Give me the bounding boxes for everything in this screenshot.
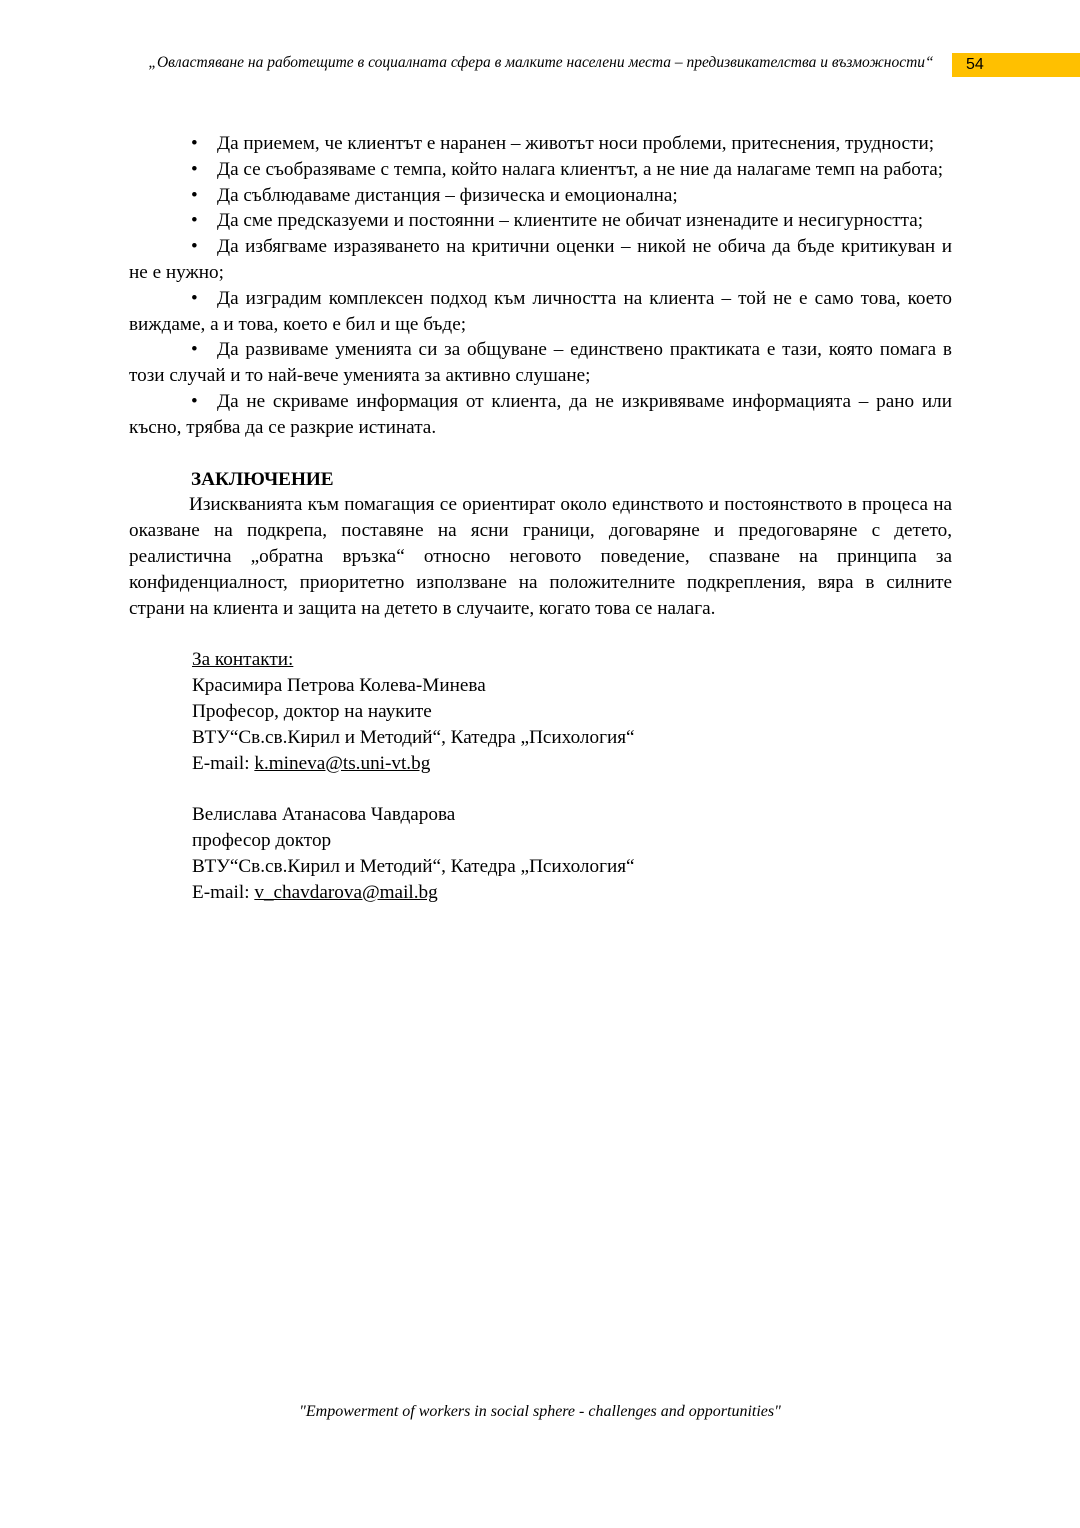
contact-name: Велислава Атанасова Чавдарова <box>192 804 456 826</box>
bullet-list <box>129 131 952 441</box>
spacer <box>192 776 952 802</box>
email-link[interactable]: v_chavdarova@mail.bg <box>254 881 438 903</box>
list-item-text: Да избягваме изразяването на критични оценки – никой не обича да бъде критикуван и не е нужно; <box>129 236 952 283</box>
header-title: „Овластяване на работещите в социалната сфера в малките населени места – предизвикателства и възможности“ <box>148 54 934 71</box>
list-item-text: Да развиваме уменията си за общуване – единствено практиката е тази, която помага в този случай и то най-вече уменията за активно слушане; <box>129 339 952 387</box>
list-item <box>129 208 952 234</box>
list-item-text: Да съблюдаваме дистанция – физическа и емоционална; <box>217 184 678 206</box>
contact-name: Красимира Петрова Колева-Минева <box>192 675 486 697</box>
bullet-icon: • <box>191 158 198 180</box>
contacts-block <box>192 647 952 905</box>
conclusion-heading: ЗАКЛЮЧЕНИЕ <box>191 468 334 490</box>
email-label: E-mail: <box>192 752 255 774</box>
list-item <box>129 234 952 286</box>
contact-affiliation: ВТУ“Св.св.Кирил и Методий“, Катедра „Психология“ <box>192 855 635 877</box>
list-item <box>129 131 952 157</box>
bullet-icon: • <box>191 210 198 232</box>
email-link[interactable]: k.mineva@ts.uni-vt.bg <box>254 752 431 774</box>
list-item <box>129 337 952 389</box>
list-item-text: Да се съобразяваме с темпа, който налага клиентът, а не ние да налагаме темп на работа; <box>217 158 944 180</box>
contact-email-line <box>192 751 952 777</box>
email-label: E-mail: <box>192 881 255 903</box>
list-item-text: Да не скриваме информация от клиента, да не изкривяваме информацията – рано или късно, трябва да се разкрие истината. <box>129 390 952 438</box>
contacts-label: За контакти: <box>192 649 294 671</box>
contact-affiliation: ВТУ“Св.св.Кирил и Методий“, Катедра „Психология“ <box>192 726 635 748</box>
bullet-icon: • <box>191 339 198 361</box>
page-number-badge <box>952 53 1080 77</box>
page-number: 54 <box>966 56 984 73</box>
page-content <box>129 131 952 905</box>
list-item <box>129 183 952 209</box>
list-item-text: Да приемем, че клиентът е наранен – животът носи проблеми, притеснения, трудности; <box>217 133 935 154</box>
list-item <box>129 286 952 338</box>
bullet-icon: • <box>191 236 198 258</box>
contact-email-line <box>192 880 952 906</box>
bullet-icon: • <box>191 133 198 154</box>
bullet-icon: • <box>191 184 198 206</box>
contact-card <box>192 802 952 905</box>
list-item-text: Да изградим комплексен подход към личността на клиента – той не е само това, което виждаме, а и това, което е бил и ще бъде; <box>129 287 952 335</box>
contact-title: Професор, доктор на науките <box>192 700 432 722</box>
footer-title: "Empowerment of workers in social sphere - challenges and opportunities" <box>299 1403 781 1420</box>
list-item <box>129 157 952 183</box>
bullet-icon: • <box>191 287 198 309</box>
list-item-text: Да сме предсказуеми и постоянни – клиентите не обичат изненадите и несигурността; <box>217 210 924 232</box>
conclusion-paragraph: Изискванията към помагащия се ориентират около единството и постоянството в процеса на оказване на подкрепа, поставяне на ясни граници, договаряне и предоговаряне с детето, реалистична „обратна връзка“ относно неговото поведение, спазване на принципа за конфиденциалност, приоритетно използване на положителните подкрепления, вяра в силните страни на клиента и защита на детето в случаите, когато това се налага. <box>129 494 952 619</box>
list-item <box>129 389 952 441</box>
contact-card <box>192 673 952 776</box>
contact-title: професор доктор <box>192 829 332 851</box>
bullet-icon: • <box>191 390 198 412</box>
